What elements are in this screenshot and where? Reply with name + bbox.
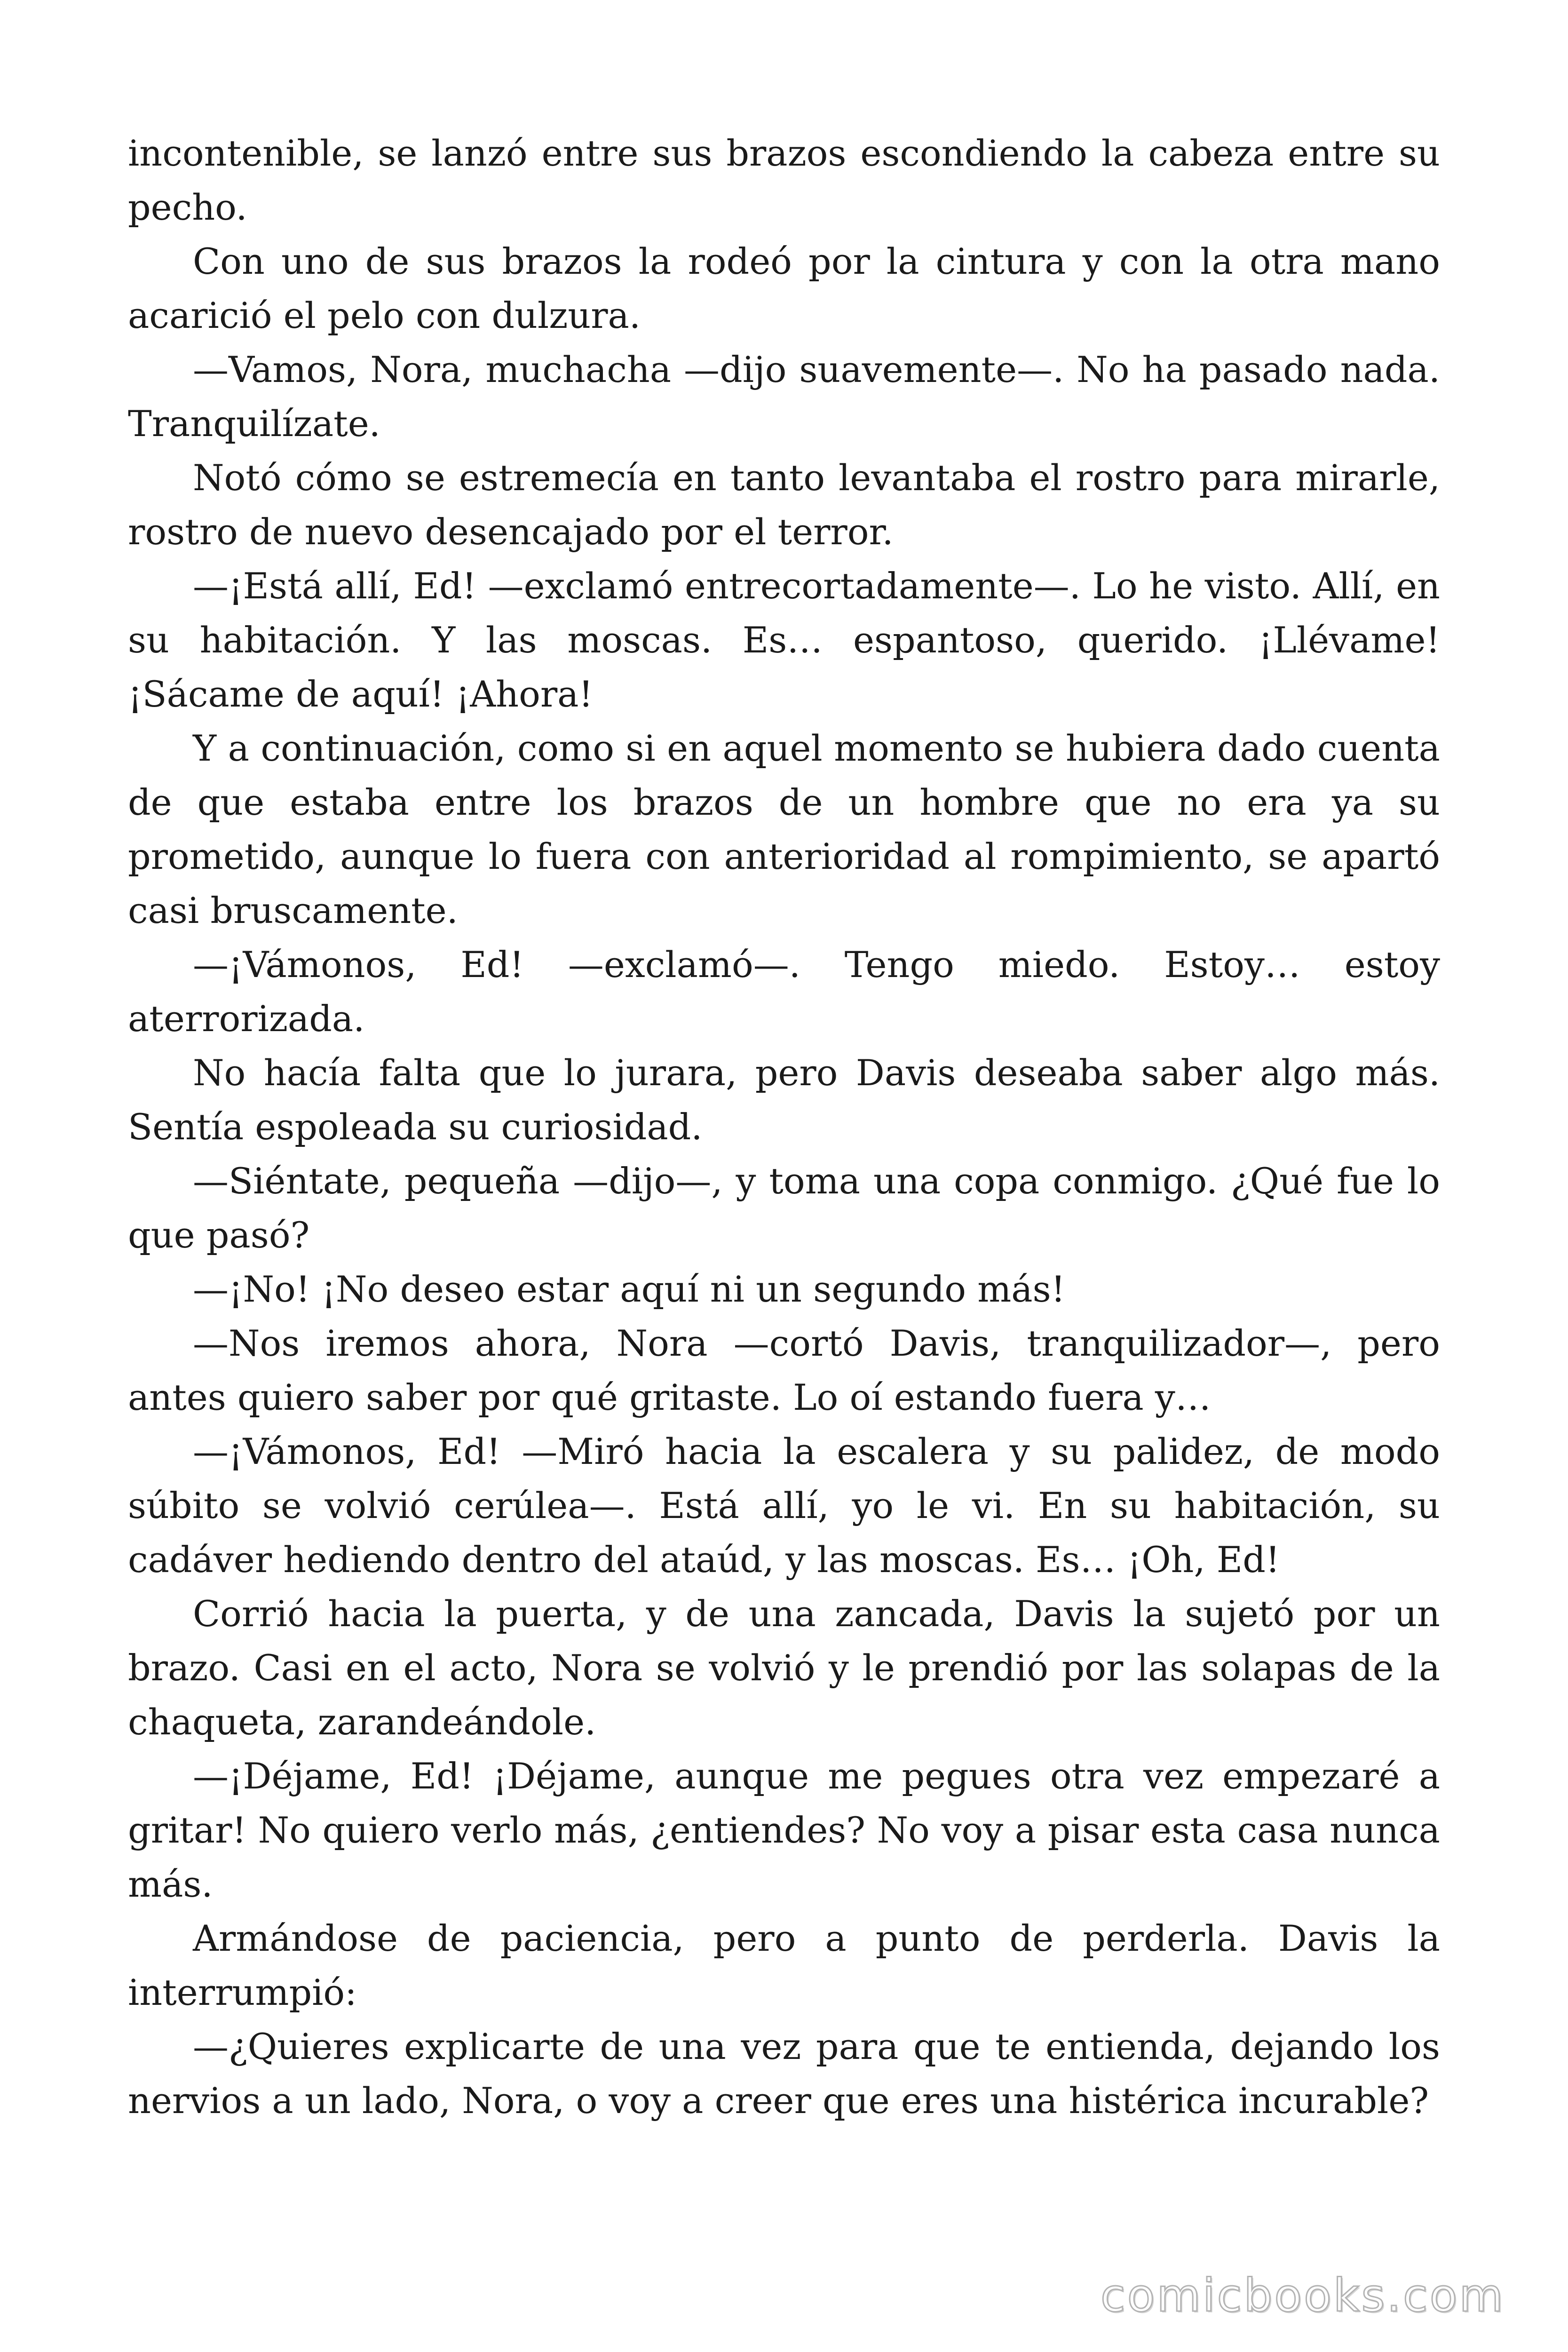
paragraph: —Vamos, Nora, muchacha —dijo suavemente—. No ha pasado nada. Tranquilízate.: [128, 349, 1440, 445]
paragraph: —¿Quieres explicarte de una vez para que te entienda, dejando los nervios a un lado, Nora, o voy a creer que eres una histérica incurable?: [128, 2026, 1440, 2122]
paragraph: incontenible, se lanzó entre sus brazos escondiendo la cabeza entre su pecho.: [128, 132, 1440, 228]
paragraph: —¡Está allí, Ed! —exclamó entrecortadamente—. Lo he visto. Allí, en su habitación. Y las moscas. Es… espantoso, querido. ¡Llévame! ¡Sácame de aquí! ¡Ahora!: [128, 565, 1440, 715]
paragraph: —¡No! ¡No deseo estar aquí ni un segundo más!: [193, 1268, 1066, 1310]
paragraph: —¡Vámonos, Ed! —Miró hacia la escalera y su palidez, de modo súbito se volvió cerúlea—. Está allí, yo le vi. En su habitación, su cadáver hediendo dentro del ataúd, y las moscas. Es… ¡Oh, Ed!: [128, 1430, 1440, 1581]
watermark: comicbooks.com: [1100, 2269, 1505, 2322]
paragraph: Armándose de paciencia, pero a punto de perderla. Davis la interrumpió:: [128, 1917, 1440, 2013]
paragraph: —¡Vámonos, Ed! —exclamó—. Tengo miedo. Estoy… estoy aterrorizada.: [128, 944, 1440, 1040]
body-text: [128, 126, 1440, 2128]
paragraph: —Siéntate, pequeña —dijo—, y toma una copa conmigo. ¿Qué fue lo que pasó?: [128, 1160, 1440, 1256]
paragraph: No hacía falta que lo jurara, pero Davis deseaba saber algo más. Sentía espoleada su curiosidad.: [128, 1052, 1440, 1148]
paragraph: Y a continuación, como si en aquel momento se hubiera dado cuenta de que estaba entre los brazos de un hombre que no era ya su prometido, aunque lo fuera con anterioridad al rompimiento, se apartó casi bruscamente.: [128, 727, 1440, 931]
paragraph: Notó cómo se estremecía en tanto levantaba el rostro para mirarle, rostro de nuevo desencajado por el terror.: [128, 457, 1440, 553]
paragraph: —¡Déjame, Ed! ¡Déjame, aunque me pegues otra vez empezaré a gritar! No quiero verlo más, ¿entiendes? No voy a pisar esta casa nunca más.: [128, 1755, 1440, 1905]
paragraph: Corrió hacia la puerta, y de una zancada, Davis la sujetó por un brazo. Casi en el acto, Nora se volvió y le prendió por las solapas de la chaqueta, zarandeándole.: [128, 1593, 1440, 1743]
paragraph: —Nos iremos ahora, Nora —cortó Davis, tranquilizador—, pero antes quiero saber por qué gritaste. Lo oí estando fuera y…: [128, 1322, 1440, 1418]
paragraph: Con uno de sus brazos la rodeó por la cintura y con la otra mano acarició el pelo con dulzura.: [128, 240, 1440, 336]
